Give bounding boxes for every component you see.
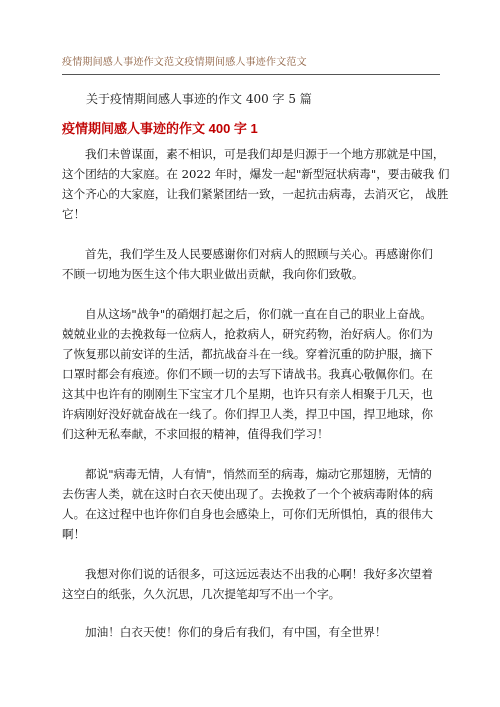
paragraph-line: 不顾一切地为医生这个伟大职业做出贡献，我向你们致敬。 (62, 267, 364, 281)
document-title: 关于疫情期间感人事迹的作文 400 字 5 篇 (86, 92, 312, 106)
paragraph-line: 去伤害人类，就在这时白衣天使出现了。去挽救了一个个被病毒附体的病 (62, 487, 434, 501)
paragraph-line: 都说"病毒无情，人有情"，悄然而至的病毒，煽动它那翅膀，无情的 (85, 467, 432, 481)
paragraph-line: 首先，我们学生及人民要感谢你们对病人的照顾与关心。再感谢你们 (85, 247, 433, 261)
paragraph-line: 人。在这过程中也许你们自身也会感染上，可你们无所惧怕，真的很伟大 (62, 507, 434, 521)
paragraph-line: 兢兢业业的去挽救每一位病人，抢救病人，研究药物，治好病人。你们为 (62, 327, 434, 341)
header-divider (62, 74, 440, 75)
paragraph-line: 这个团结的大家庭。在 2022 年时，爆发一起"新型冠状病毒"，要击破我 们 (62, 167, 450, 181)
paragraph-2 (62, 244, 442, 284)
paragraph-line: 加油！白衣天使！你们的身后有我们，有中国，有全世界！ (85, 625, 387, 639)
paragraph-3 (62, 304, 442, 444)
paragraph-line: 我想对你们说的话很多，可这远远表达不出我的心啊！我好多次望着 (85, 567, 433, 581)
paragraph-4 (62, 464, 442, 544)
paragraph-1 (62, 144, 450, 224)
paragraph-line: 它！ (62, 207, 86, 221)
paragraph-line: 这空白的纸张，久久沉思，几次提笔却写不出一个字。 (62, 587, 341, 601)
paragraph-6 (62, 622, 442, 642)
paragraph-line: 口罩时都会有痕迹。你们不顾一切的去写下请战书。我真心敬佩你们。在 (62, 367, 434, 381)
paragraph-line: 了恢复那以前安详的生活，都抗战奋斗在一线。穿着沉重的防护服，摘下 (62, 347, 434, 361)
paragraph-line: 自从这场"战争"的硝烟打起之后，你们就一直在自己的职业上奋战。 (85, 307, 432, 321)
paragraph-line: 我们未曾谋面，素不相识，可是我们却是归源于一个地方那就是中国， (85, 147, 445, 161)
paragraph-line: 啊！ (62, 527, 86, 541)
paragraph-line: 这其中也许有的刚刚生下宝宝才几个星期，也许只有亲人相聚于几天，也 (62, 387, 434, 401)
running-header: 疫情期间感人事迹作文范文疫情期间感人事迹作文范文 (62, 57, 307, 68)
paragraph-line: 这个齐心的大家庭，让我们紧紧团结一致，一起抗击病毒，去消灭它， 战胜 (62, 187, 449, 201)
paragraph-line: 们这种无私奉献，不求回报的精神，值得我们学习！ (62, 427, 329, 441)
paragraph-line: 许病刚好没好就奋战在一线了。你们捍卫人类，捍卫中国，捍卫地球，你 (62, 407, 434, 421)
paragraph-5 (62, 564, 442, 604)
section-heading: 疫情期间感人事迹的作文 400 字 1 (62, 121, 258, 136)
